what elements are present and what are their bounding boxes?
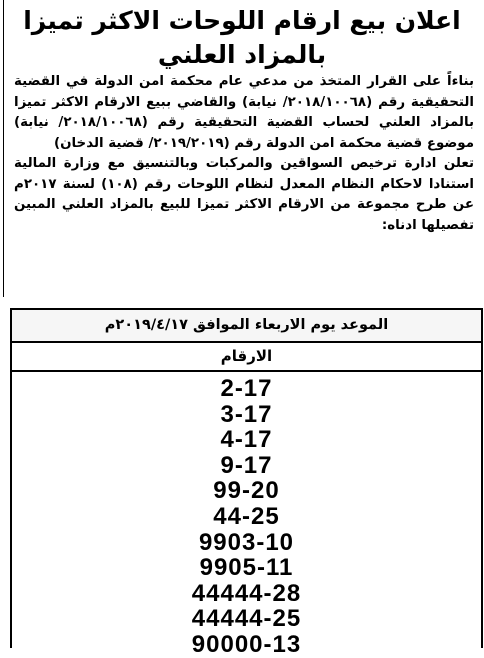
plate-number-row: 2-17 bbox=[220, 375, 273, 402]
plate-number-row: 9905-11 bbox=[199, 554, 294, 582]
plate-number-row: 9903-10 bbox=[198, 528, 295, 556]
plate-number-row: 90000-13 bbox=[191, 630, 302, 658]
plate-number-row: 9-17 bbox=[220, 451, 273, 479]
plate-number-row: 44444-25 bbox=[191, 605, 302, 633]
table-date-header: الموعد يوم الاربعاء الموافق ٢٠١٩/٤/١٧م bbox=[12, 310, 481, 343]
plate-number-row: 44-25 bbox=[213, 502, 280, 530]
plate-number-row: 3-17 bbox=[220, 400, 273, 428]
left-border-line bbox=[3, 0, 4, 297]
plate-number-row: 99-20 bbox=[213, 477, 280, 505]
heading-line-1: اعلان بيع ارقام اللوحات الاكثر تميزا bbox=[23, 6, 461, 35]
plate-number-row: 4-17 bbox=[220, 426, 273, 454]
table-column-header: الارقام bbox=[12, 343, 481, 372]
paragraph-announcement: تعلن ادارة ترخيص السواقين والمركبات وبالتنسيق مع وزارة المالية استنادا لاحكام النظام المعدل لنظام اللوحات رقم (١٠٨) لسنة ٢٠١٧م عن طرح مجموعة من الارقام الاكثر تميزا للبيع بالمزاد العلني المبين تفصيلها ادناه: bbox=[14, 156, 475, 233]
auction-table bbox=[10, 308, 483, 658]
plate-numbers-list bbox=[12, 372, 481, 658]
plate-number-row: 44444-28 bbox=[191, 579, 302, 607]
heading-line-2: بالمزاد العلني bbox=[157, 40, 327, 69]
paragraph-decision: بناءاً على القرار المتخذ من مدعي عام محكمة امن الدولة في القضية التحقيقية رقم (٢٠١٨/١٠٠٦٨/ نيابة) والقاضي ببيع الارقام الاكثر تميزا بالمزاد العلني لحساب القضية التحقيقية رقم (٢٠١٨/١٠٠٦٨/ نيابة) موضوع قضية محكمة امن الدولة رقم (٢٠١٩/٢٠١٩/ قضية الدخان) bbox=[14, 74, 475, 151]
